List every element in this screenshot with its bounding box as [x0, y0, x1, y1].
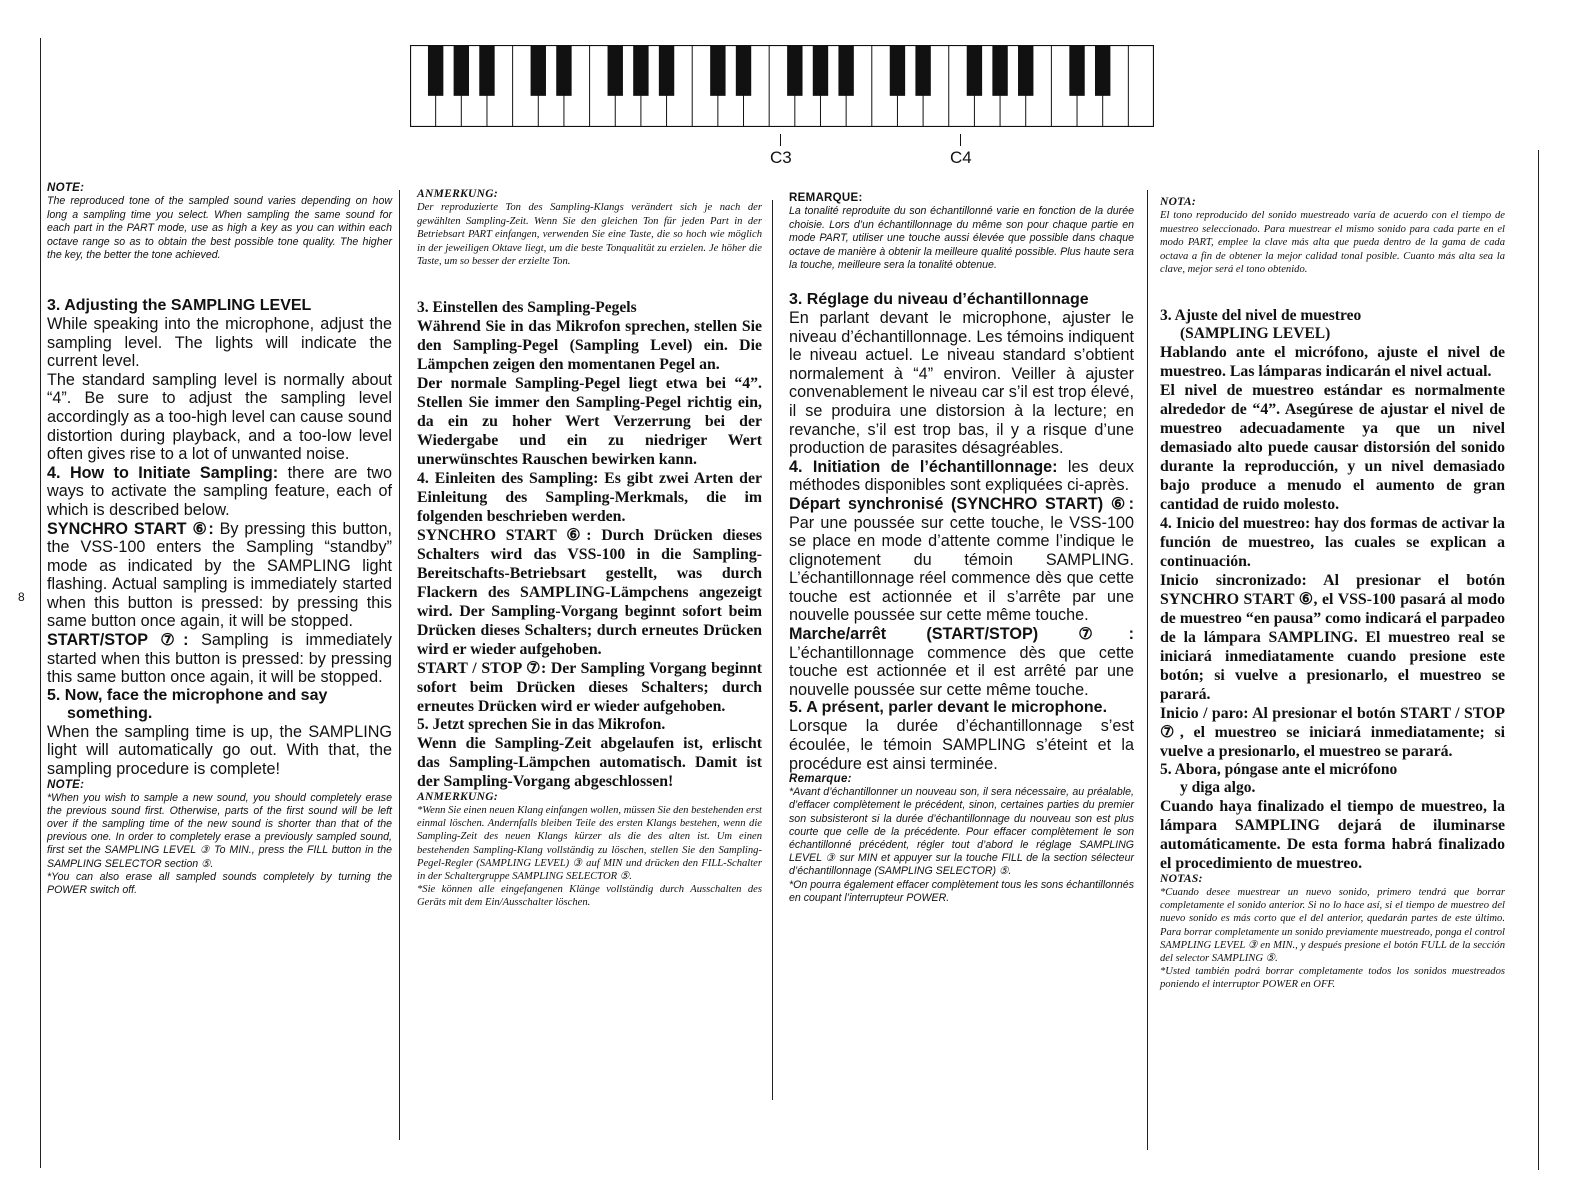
- section-4-paragraph: [47, 464, 392, 520]
- section-3-text: En parlant devant le microphone, ajuster le niveau d’échantillonnage. Les témoins indiquent le niveau actuel. Le niveau standard s’obtient normalement à “4” environ. Veiller à ajuster convenablement le niveau car s’il est trop élevé, il se produira une distorsion à la lecture; en revanche, s’il est trop bas, il y a risque d’une production de parasites désagréables.: [789, 308, 1134, 458]
- note-text: La tonalité reproduite du son échantillonné varie en fonction de la durée choisie. Lors d’un échantillonnage du même son pour chaque partie en mode PART, utiliser une touche aussi élevée que possible dans chaque octave de manière à obtenir la meilleure qualité possible. Plus haute sera la touche, meilleure sera la tonalité obtenue.: [789, 205, 1134, 272]
- start-stop-label: Inicio / paro:: [1160, 704, 1249, 722]
- start-stop-text: Der Sampling Vorgang beginnt sofort beim Drücken dieses Schalters; durch erneutes Drücken wird er wieder aufgehoben.: [417, 659, 762, 715]
- black-key: [710, 45, 725, 96]
- black-key: [659, 45, 674, 96]
- section-3-text-a: Hablando ante el micrófono, ajuste el nivel de muestreo. Las lámparas indicarán el nivel actual.: [1160, 343, 1505, 380]
- black-key: [967, 45, 982, 96]
- section-5-text: Cuando haya finalizado el tiempo de muestreo, la lámpara SAMPLING dejará de iluminarse automáticamente. De esta forma habrá finalizado el procedimiento de muestreo.: [1160, 797, 1505, 872]
- page-number: 8: [18, 590, 25, 604]
- note-2-text-a: *Avant d’échantillonner un nouveau son, il sera nécessaire, au préalable, d’effacer complètement le précédent, sinon, certaines parties du premier son subsisteront si la durée d’échantillonnage du nouveau son est plus courte que celle de la précédente. Pour effacer complètement le son échantillonné précédent, régler tout d’abord le réglage SAMPLING LEVEL ③ sur MIN et appuyer sur la touche FILL de la section sélecteur d’échantillonnage (SAMPLING SELECTOR) ⑤.: [789, 786, 1134, 878]
- german-column: [417, 188, 762, 910]
- black-key: [428, 45, 443, 96]
- black-key: [787, 45, 802, 96]
- section-5-heading-cont: something.: [67, 704, 153, 722]
- black-key: [890, 45, 905, 96]
- section-4-text: hay dos formas de activar la función de muestreo, las cuales se explican a continuación.: [1160, 514, 1505, 570]
- section-5-text: Wenn die Sampling-Zeit abgelaufen ist, erlischt das Sampling-Lämpchen automatisch. Damit ist der Sampling-Vorgang abgeschlossen!: [417, 734, 762, 790]
- start-stop-paragraph: [47, 631, 392, 687]
- note-2-heading: ANMERKUNG:: [417, 790, 498, 803]
- start-stop-label: Marche/arrêt (START/STOP) ⑦:: [789, 625, 1134, 644]
- note-2-text-a: *When you wish to sample a new sound, you should completely erase the previous sound first. Otherwise, parts of the first sound will be left over if the sampling time of the new sound is shorter than that of the previous one. In order to completely erase a previously sampled sound, first set the SAMPLING LEVEL ③ To MIN., press the FILL button in the SAMPLING SELECTOR section ⑤.: [47, 791, 392, 870]
- note-2-text-a: *Wenn Sie einen neuen Klang einfangen wollen, müssen Sie den bestehenden erst einmal löschen. Andernfalls bleiben Teile des ersten Klangs bestehen, wenn die Sampling-Zeit des neuen Klangs kürzer als die des alten ist. Um einen bestehenden Sampling-Klang vollständig zu löschen, stellen Sie den Sampling-Pegel-Regler (SAMPLING LEVEL) ③ auf MIN und drücken den FILL-Schalter in der Schaltergruppe SAMPLING SELECTOR ⑤.: [417, 804, 763, 882]
- note-text: Der reproduzierte Ton des Sampling-Klangs verändert sich je nach der gewählten Sampling-Zeit. Wenn Sie den gleichen Ton für jeden Part in der Betriebsart PART einfangen, verwenden Sie eine Taste, die so hoch wie möglich in der jeweiligen Oktave liegt, um die beste Tonqualität zu erzielen. Je höher die Taste, um so besser der erzielte Ton.: [417, 202, 762, 268]
- note-text: The reproduced tone of the sampled sound varies depending on how long a sampling time you select. When sampling the same sound for each part in the PART mode, use as high a key as you can within each octave range so as to obtain the best possible tone quality. The higher the key, the better the tone achieved.: [47, 195, 392, 262]
- black-key: [992, 45, 1007, 96]
- synchro-start-text: Durch Drücken dieses Schalters wird das VSS-100 in die Sampling-Bereitschafts-Betriebsart gestellt, was durch Flackern des SAMPLING-Lämpchens angezeigt wird. Der Sampling-Vorgang beginnt sofort beim Drücken dieses Schalters; durch erneutes Drücken wird er wieder aufgehoben.: [417, 526, 762, 658]
- synchro-start-label: SYNCHRO START ⑥:: [47, 519, 214, 538]
- note-2-text-b: *On pourra également effacer complètement tous les sons échantillonnés en coupant l’interrupteur POWER.: [789, 878, 1134, 904]
- note-2-text-b: *Sie können alle eingefangenen Klänge vollständig durch Ausschalten des Geräts mit dem Ein/Ausschalter löschen.: [417, 884, 762, 909]
- section-5-heading: 5. Abora, póngase ante el micrófono: [1160, 760, 1398, 778]
- note-2-text-b: *Usted también podrá borrar completamente todos los sonidos muestreados poniendo el interruptor POWER en OFF.: [1160, 966, 1505, 991]
- left-margin-rule: [40, 38, 41, 1168]
- keyboard-outline: [411, 46, 1154, 127]
- synchro-start-label: Inicio sincronizado:: [1160, 571, 1307, 589]
- keyboard-illustration: [410, 45, 1154, 127]
- black-key: [608, 45, 623, 96]
- divider-rule-1: [399, 190, 400, 1140]
- section-4-paragraph: [1160, 514, 1505, 571]
- synchro-start-text: Al presionar el botón SYNCHRO START ⑥, el VSS-100 pasará al modo de muestreo “en pausa” como indicará el parpadeo de la lámpara SAMPLING. El muestreo real se iniciará inmediatamente cuando presione este botón; si vuelve a presionarlo, el muestreo se parará.: [1160, 571, 1505, 703]
- section-4-text: Es gibt zwei Arten der Einleitung des Sampling-Merkmals, die im folgenden beschrieben werden.: [417, 469, 762, 525]
- start-stop-label: START / STOP ⑦:: [417, 659, 547, 677]
- start-stop-label: START/STOP ⑦:: [47, 631, 189, 650]
- section-5-heading: 5. A présent, parler devant le microphone.: [789, 699, 1108, 717]
- note-heading: REMARQUE:: [789, 192, 863, 204]
- black-key: [1095, 45, 1110, 96]
- black-key: [454, 45, 469, 96]
- section-4-paragraph: [789, 458, 1134, 495]
- black-key: [838, 45, 853, 96]
- section-3-heading-cont: (SAMPLING LEVEL): [1180, 324, 1331, 342]
- section-3-heading: 3. Einstellen des Sampling-Pegels: [417, 298, 637, 316]
- section-4-heading: 4. Einleiten des Sampling:: [417, 469, 599, 487]
- start-stop-text: L’échantillonnage commence dès que cette touche est actionnée et il est arrêté par une nouvelle poussée sur cette même touche.: [789, 643, 1134, 699]
- note-heading: ANMERKUNG:: [417, 188, 498, 200]
- c4-label: C4: [950, 148, 972, 167]
- note-heading: NOTA:: [1160, 196, 1196, 208]
- note-2-heading: NOTAS:: [1160, 872, 1203, 885]
- section-4-heading: 4. Inicio del muestreo:: [1160, 514, 1311, 532]
- synchro-start-paragraph: [789, 495, 1134, 625]
- note-2-text-a: *Cuando desee muestrear un nuevo sonido, primero tendrá que borrar completamente el sonido anterior. Si no lo hace así, si el tiempo de muestreo del nuevo sonido es más corto que el del anterior, quedarán partes de este último. Para borrar completamente un sonido previamente muestreado, ponga el control SAMPLING LEVEL ③ en MIN., y después presione el botón FULL de la sección del selector SAMPLING ⑤.: [1160, 886, 1505, 964]
- section-4-heading: 4. Initiation de l’échantillonnage:: [789, 457, 1058, 476]
- section-5-heading-cont: y diga algo.: [1180, 778, 1256, 796]
- black-key: [736, 45, 751, 96]
- section-3-heading: 3. Ajuste del nivel de muestreo: [1160, 306, 1362, 324]
- start-stop-text: Al presionar el botón START / STOP ⑦, el muestreo se iniciará inmediatamente; si vuelve a presionarlo, el muestreo se parará.: [1160, 704, 1505, 760]
- note-2-heading: Remarque:: [789, 773, 852, 786]
- black-key: [813, 45, 828, 96]
- black-key: [531, 45, 546, 96]
- start-stop-paragraph: [789, 625, 1134, 699]
- c3-label: C3: [770, 148, 792, 167]
- french-column: [789, 192, 1134, 905]
- synchro-start-label: SYNCHRO START ⑥:: [417, 526, 592, 544]
- section-3-text-b: The standard sampling level is normally about “4”. Be sure to adjust the sampling level accordingly as a too-high level can cause sound distortion during playback, and a too-low level often gives rise to a lot of unwanted noise.: [47, 370, 392, 464]
- note-heading: NOTE:: [47, 182, 85, 194]
- section-5-heading: 5. Jetzt sprechen Sie in das Mikrofon.: [417, 715, 666, 733]
- synchro-start-paragraph: [417, 526, 762, 659]
- section-3-heading: 3. Adjusting the SAMPLING LEVEL: [47, 296, 312, 314]
- note-text: El tono reproducido del sonido muestreado varía de acuerdo con el tiempo de muestreo seleccionado. Para muestrear el mismo sonido para cada parte en el modo PART, emplee la clave más alta que pueda dentro de la gama de cada octava a fin de obtener la mejor calidad tonal posible. Cuanto más alta sea la clave, mejor será el tono obtenido.: [1160, 210, 1505, 276]
- section-4-text: there are two ways to activate the sampling feature, each of which is described below.: [47, 463, 392, 519]
- section-5-heading: 5. Now, face the microphone and say: [47, 686, 328, 704]
- section-3-heading: 3. Réglage du niveau d’échantillonnage: [789, 290, 1089, 308]
- start-stop-paragraph: [1160, 704, 1505, 761]
- english-column: [47, 182, 392, 897]
- black-key: [556, 45, 571, 96]
- section-4-paragraph: [417, 469, 762, 526]
- spanish-column: [1160, 196, 1505, 992]
- synchro-start-text: Par une poussée sur cette touche, le VSS-100 se place en mode d’attente comme l’indique le clignotement du témoin SAMPLING. L’échantillonnage réel commence dès que cette touche est actionnée et il s’arrête par une nouvelle poussée sur cette même touche.: [789, 513, 1134, 625]
- section-5-text: Lorsque la durée d’échantillonnage s’est écoulée, le témoin SAMPLING s’éteint et la procédure est ainsi terminée.: [789, 717, 1134, 773]
- synchro-start-paragraph: [47, 520, 392, 632]
- section-3-text-b: El nivel de muestreo estándar es normalmente alrededor de “4”. Asegúrese de ajustar el nivel de muestreo adecuadamente ya que un nivel demasiado alto puede causar distorsión del sonido durante la reproducción, y un nivel demasiado bajo produce a menudo el aumento de gran cantidad de ruido molesto.: [1160, 381, 1505, 513]
- note-2-text-b: *You can also erase all sampled sounds completely by turning the POWER switch off.: [47, 870, 392, 897]
- c4-marker: [960, 134, 961, 146]
- section-3-text-a: While speaking into the microphone, adjust the sampling level. The lights will indicate the current level.: [47, 314, 392, 371]
- note-2-heading: NOTE:: [47, 778, 85, 791]
- black-key: [633, 45, 648, 96]
- black-key: [479, 45, 494, 96]
- divider-rule-3: [1147, 190, 1148, 1150]
- start-stop-text: Sampling is immediately started when this button is pressed: by pressing this same button once again, it will be stopped.: [47, 631, 392, 687]
- section-3-text-b: Der normale Sampling-Pegel liegt etwa bei “4”. Stellen Sie immer den Sampling-Pegel richtig ein, da ein zu hoher Wert Verzerrung bei der Wiedergabe und ein zu niedriger Wert unerwünschtes Rauschen bewirken kann.: [417, 374, 762, 468]
- synchro-start-paragraph: [1160, 571, 1505, 704]
- right-margin-rule: [1538, 150, 1539, 1170]
- black-key: [915, 45, 930, 96]
- section-3-text-a: Während Sie in das Mikrofon sprechen, stellen Sie den Sampling-Pegel (Sampling Level) ein. Die Lämpchen zeigen den momentanen Pegel an.: [417, 317, 762, 373]
- synchro-start-text: By pressing this button, the VSS-100 enters the Sampling “standby” mode as indicated by the SAMPLING light flashing. Actual sampling is immediately started when this button is pressed: by pressing this same button once again, it will be stopped.: [47, 519, 393, 631]
- section-5-text: When the sampling time is up, the SAMPLING light will automatically go out. With that, the sampling procedure is complete!: [47, 722, 392, 779]
- start-stop-paragraph: [417, 659, 762, 716]
- synchro-start-label: Départ synchronisé (SYNCHRO START) ⑥:: [789, 494, 1134, 513]
- divider-rule-2: [772, 200, 773, 1100]
- section-4-heading: 4. How to Initiate Sampling:: [47, 463, 279, 482]
- black-key: [1069, 45, 1084, 96]
- section-4-text: les deux méthodes disponibles sont expliquées ci-après.: [789, 457, 1134, 495]
- black-key: [1018, 45, 1033, 96]
- c3-marker: [780, 134, 781, 146]
